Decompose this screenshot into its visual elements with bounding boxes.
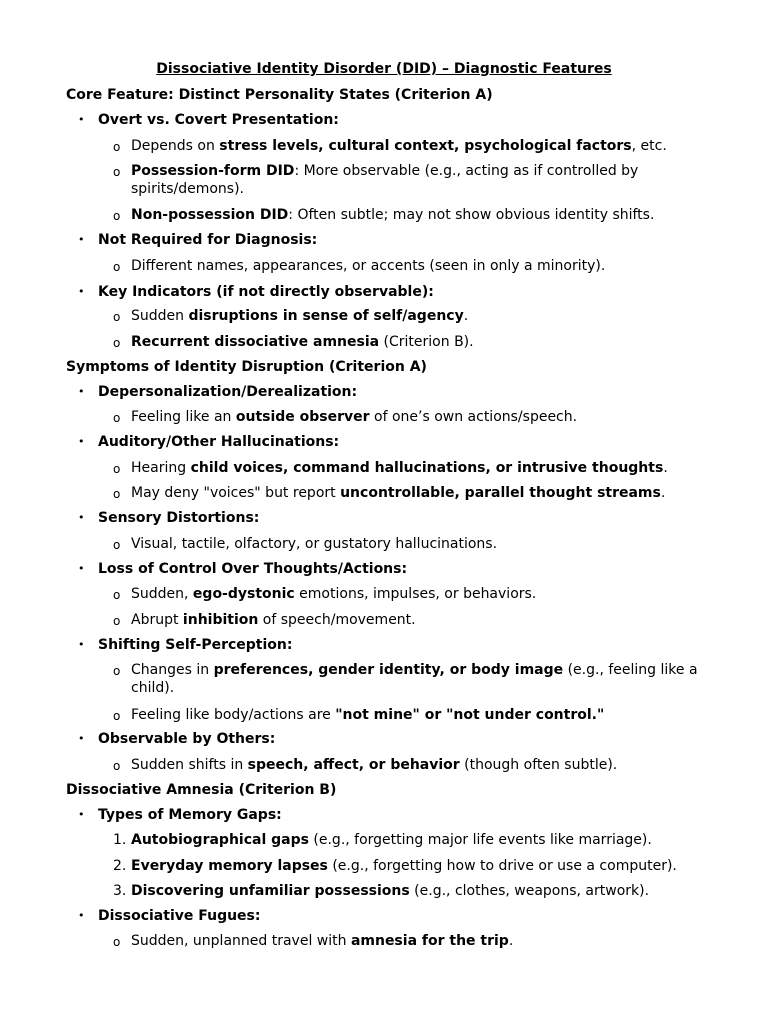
bold-run: speech, affect, or behavior bbox=[247, 757, 460, 773]
circle-bullet-marker: o bbox=[113, 260, 121, 274]
bullet-item-label: Observable by Others: bbox=[98, 731, 276, 747]
text-run: : More observable (e.g., acting as if controlled by spirits/demons). bbox=[131, 163, 639, 197]
bold-run: amnesia for the trip bbox=[350, 933, 509, 949]
circle-bullet-marker: o bbox=[113, 709, 121, 723]
sub-bullet-item bbox=[113, 585, 713, 603]
section-heading: Core Feature: Distinct Personality States (Criterion A) bbox=[66, 87, 493, 103]
sub-bullet-item bbox=[113, 535, 713, 553]
text-run: (Criterion B). bbox=[379, 334, 474, 350]
circle-bullet-marker: o bbox=[113, 336, 121, 350]
text-run: Abrupt bbox=[131, 612, 183, 628]
text-run: emotions, impulses, or behaviors. bbox=[294, 586, 537, 602]
text-run: Depends on bbox=[131, 138, 220, 154]
circle-bullet-marker: o bbox=[113, 462, 121, 476]
sub-bullet-item bbox=[113, 162, 713, 198]
circle-bullet-marker: o bbox=[113, 538, 121, 552]
text-run: (though often subtle). bbox=[459, 757, 618, 773]
bullet-item-label: Overt vs. Covert Presentation: bbox=[98, 112, 339, 128]
bold-run: child voices, command hallucinations, or intrusive thoughts bbox=[190, 460, 664, 476]
text-run: (e.g., forgetting how to drive or use a computer). bbox=[327, 858, 677, 874]
bullet-item bbox=[78, 383, 698, 401]
sub-bullet-text bbox=[131, 484, 713, 502]
bullet-item-label: Auditory/Other Hallucinations: bbox=[98, 434, 340, 450]
bullet-item bbox=[78, 730, 698, 748]
bullet-marker: • bbox=[78, 113, 85, 126]
sub-bullet-text bbox=[131, 831, 713, 849]
circle-bullet-marker: o bbox=[113, 411, 121, 425]
sub-bullet-item bbox=[113, 408, 713, 426]
section-heading: Symptoms of Identity Disruption (Criterion A) bbox=[66, 359, 427, 375]
sub-bullet-text bbox=[131, 661, 713, 697]
text-run: : Often subtle; may not show obvious identity shifts. bbox=[288, 207, 655, 223]
bullet-item-label: Sensory Distortions: bbox=[98, 510, 260, 526]
bold-run: preferences, gender identity, or body image bbox=[213, 662, 564, 678]
bullet-item bbox=[78, 636, 698, 654]
bullet-marker: • bbox=[78, 909, 85, 922]
bullet-marker: • bbox=[78, 511, 85, 524]
sub-bullet-item bbox=[113, 484, 713, 502]
bold-run: inhibition bbox=[182, 612, 259, 628]
circle-bullet-marker: o bbox=[113, 935, 121, 949]
sub-bullet-text bbox=[131, 408, 713, 426]
text-run: Different names, appearances, or accents (seen in only a minority). bbox=[131, 258, 606, 274]
bullet-item bbox=[78, 283, 698, 301]
circle-bullet-marker: o bbox=[113, 165, 121, 179]
circle-bullet-marker: o bbox=[113, 310, 121, 324]
section-heading: Dissociative Amnesia (Criterion B) bbox=[66, 782, 337, 798]
sub-bullet-text bbox=[131, 307, 713, 325]
bold-run: stress levels, cultural context, psychological factors bbox=[219, 138, 632, 154]
bullet-marker: • bbox=[78, 385, 85, 398]
sub-bullet-item bbox=[113, 932, 713, 950]
bold-run: Non-possession DID bbox=[131, 207, 289, 223]
circle-bullet-marker: o bbox=[113, 614, 121, 628]
text-run: Sudden, bbox=[131, 586, 193, 602]
sub-bullet-item bbox=[113, 459, 713, 477]
bullet-item-label: Dissociative Fugues: bbox=[98, 908, 261, 924]
text-run: . bbox=[663, 460, 668, 476]
text-run: of speech/movement. bbox=[258, 612, 416, 628]
bold-run: Discovering unfamiliar possessions bbox=[131, 883, 410, 899]
circle-bullet-marker: o bbox=[113, 140, 121, 154]
circle-bullet-marker: o bbox=[113, 664, 121, 678]
text-run: of one’s own actions/speech. bbox=[369, 409, 578, 425]
bullet-marker: • bbox=[78, 732, 85, 745]
text-run: Visual, tactile, olfactory, or gustatory hallucinations. bbox=[131, 536, 498, 552]
sub-bullet-item bbox=[113, 756, 713, 774]
bullet-item-label: Shifting Self-Perception: bbox=[98, 637, 293, 653]
text-run: . bbox=[463, 308, 469, 324]
list-number: 3. bbox=[113, 883, 127, 899]
list-number: 2. bbox=[113, 858, 127, 874]
text-run: Feeling like an bbox=[131, 409, 236, 425]
sub-bullet-item bbox=[113, 206, 713, 224]
circle-bullet-marker: o bbox=[113, 209, 121, 223]
sub-bullet-text bbox=[131, 459, 713, 477]
sub-bullet-text bbox=[131, 257, 713, 275]
bullet-item bbox=[78, 231, 698, 249]
bullet-marker: • bbox=[78, 285, 85, 298]
text-run: (e.g., clothes, weapons, artwork). bbox=[409, 883, 650, 899]
list-number: 1. bbox=[113, 832, 127, 848]
bold-run: Autobiographical gaps bbox=[131, 832, 309, 848]
text-run: Hearing bbox=[131, 460, 191, 476]
sub-bullet-text bbox=[131, 585, 713, 603]
sub-bullet-item bbox=[113, 661, 713, 697]
sub-bullet-item bbox=[113, 257, 713, 275]
text-run: , etc. bbox=[631, 138, 667, 154]
bold-run: uncontrollable, parallel thought streams bbox=[340, 485, 661, 501]
circle-bullet-marker: o bbox=[113, 759, 121, 773]
sub-bullet-item bbox=[113, 857, 713, 875]
text-run: Sudden shifts in bbox=[131, 757, 248, 773]
sub-bullet-item bbox=[113, 831, 713, 849]
sub-bullet-text bbox=[131, 932, 713, 950]
sub-bullet-text bbox=[131, 756, 713, 774]
bold-run: outside observer bbox=[235, 409, 370, 425]
circle-bullet-marker: o bbox=[113, 487, 121, 501]
sub-bullet-item bbox=[113, 882, 713, 900]
text-run: Feeling like body/actions are bbox=[131, 707, 336, 723]
bullet-item bbox=[78, 806, 698, 824]
bullet-item bbox=[78, 111, 698, 129]
bold-run: Everyday memory lapses bbox=[131, 858, 328, 874]
text-run: Changes in bbox=[131, 662, 214, 678]
sub-bullet-text bbox=[131, 882, 713, 900]
sub-bullet-text bbox=[131, 535, 713, 553]
bold-run: Recurrent dissociative amnesia bbox=[131, 334, 380, 350]
sub-bullet-text bbox=[131, 706, 713, 724]
sub-bullet-text bbox=[131, 206, 713, 224]
bullet-marker: • bbox=[78, 808, 85, 821]
bold-run: ego-dystonic bbox=[192, 586, 295, 602]
bullet-item-label: Types of Memory Gaps: bbox=[98, 807, 282, 823]
text-run: Sudden bbox=[131, 308, 189, 324]
bullet-item bbox=[78, 433, 698, 451]
bold-run: disruptions in sense of self/agency bbox=[188, 308, 464, 324]
bullet-item-label: Not Required for Diagnosis: bbox=[98, 232, 318, 248]
bullet-item-label: Loss of Control Over Thoughts/Actions: bbox=[98, 561, 408, 577]
bullet-marker: • bbox=[78, 638, 85, 651]
sub-bullet-text bbox=[131, 857, 713, 875]
circle-bullet-marker: o bbox=[113, 588, 121, 602]
sub-bullet-item bbox=[113, 611, 713, 629]
sub-bullet-text bbox=[131, 611, 713, 629]
sub-bullet-item bbox=[113, 307, 713, 325]
bold-run: Possession-form DID bbox=[131, 163, 295, 179]
text-run: (e.g., forgetting major life events like marriage). bbox=[308, 832, 652, 848]
sub-bullet-text bbox=[131, 137, 713, 155]
sub-bullet-text bbox=[131, 333, 713, 351]
document-title: Dissociative Identity Disorder (DID) – Diagnostic Features bbox=[156, 61, 612, 77]
bullet-item bbox=[78, 560, 698, 578]
bullet-item bbox=[78, 907, 698, 925]
sub-bullet-item bbox=[113, 137, 713, 155]
text-run: (e.g., feeling like a child). bbox=[131, 662, 698, 696]
text-run: Sudden, unplanned travel with bbox=[131, 933, 351, 949]
bullet-item-label: Key Indicators (if not directly observable): bbox=[98, 284, 434, 300]
bullet-marker: • bbox=[78, 435, 85, 448]
text-run: . bbox=[660, 485, 666, 501]
sub-bullet-item bbox=[113, 333, 713, 351]
bullet-marker: • bbox=[78, 233, 85, 246]
bullet-item bbox=[78, 509, 698, 527]
sub-bullet-text bbox=[131, 162, 713, 198]
text-run: May deny "voices" but report bbox=[131, 485, 341, 501]
sub-bullet-item bbox=[113, 706, 713, 724]
text-run: . bbox=[508, 933, 514, 949]
bullet-item-label: Depersonalization/Derealization: bbox=[98, 384, 358, 400]
bold-run: "not mine" or "not under control." bbox=[335, 707, 605, 723]
bullet-marker: • bbox=[78, 562, 85, 575]
